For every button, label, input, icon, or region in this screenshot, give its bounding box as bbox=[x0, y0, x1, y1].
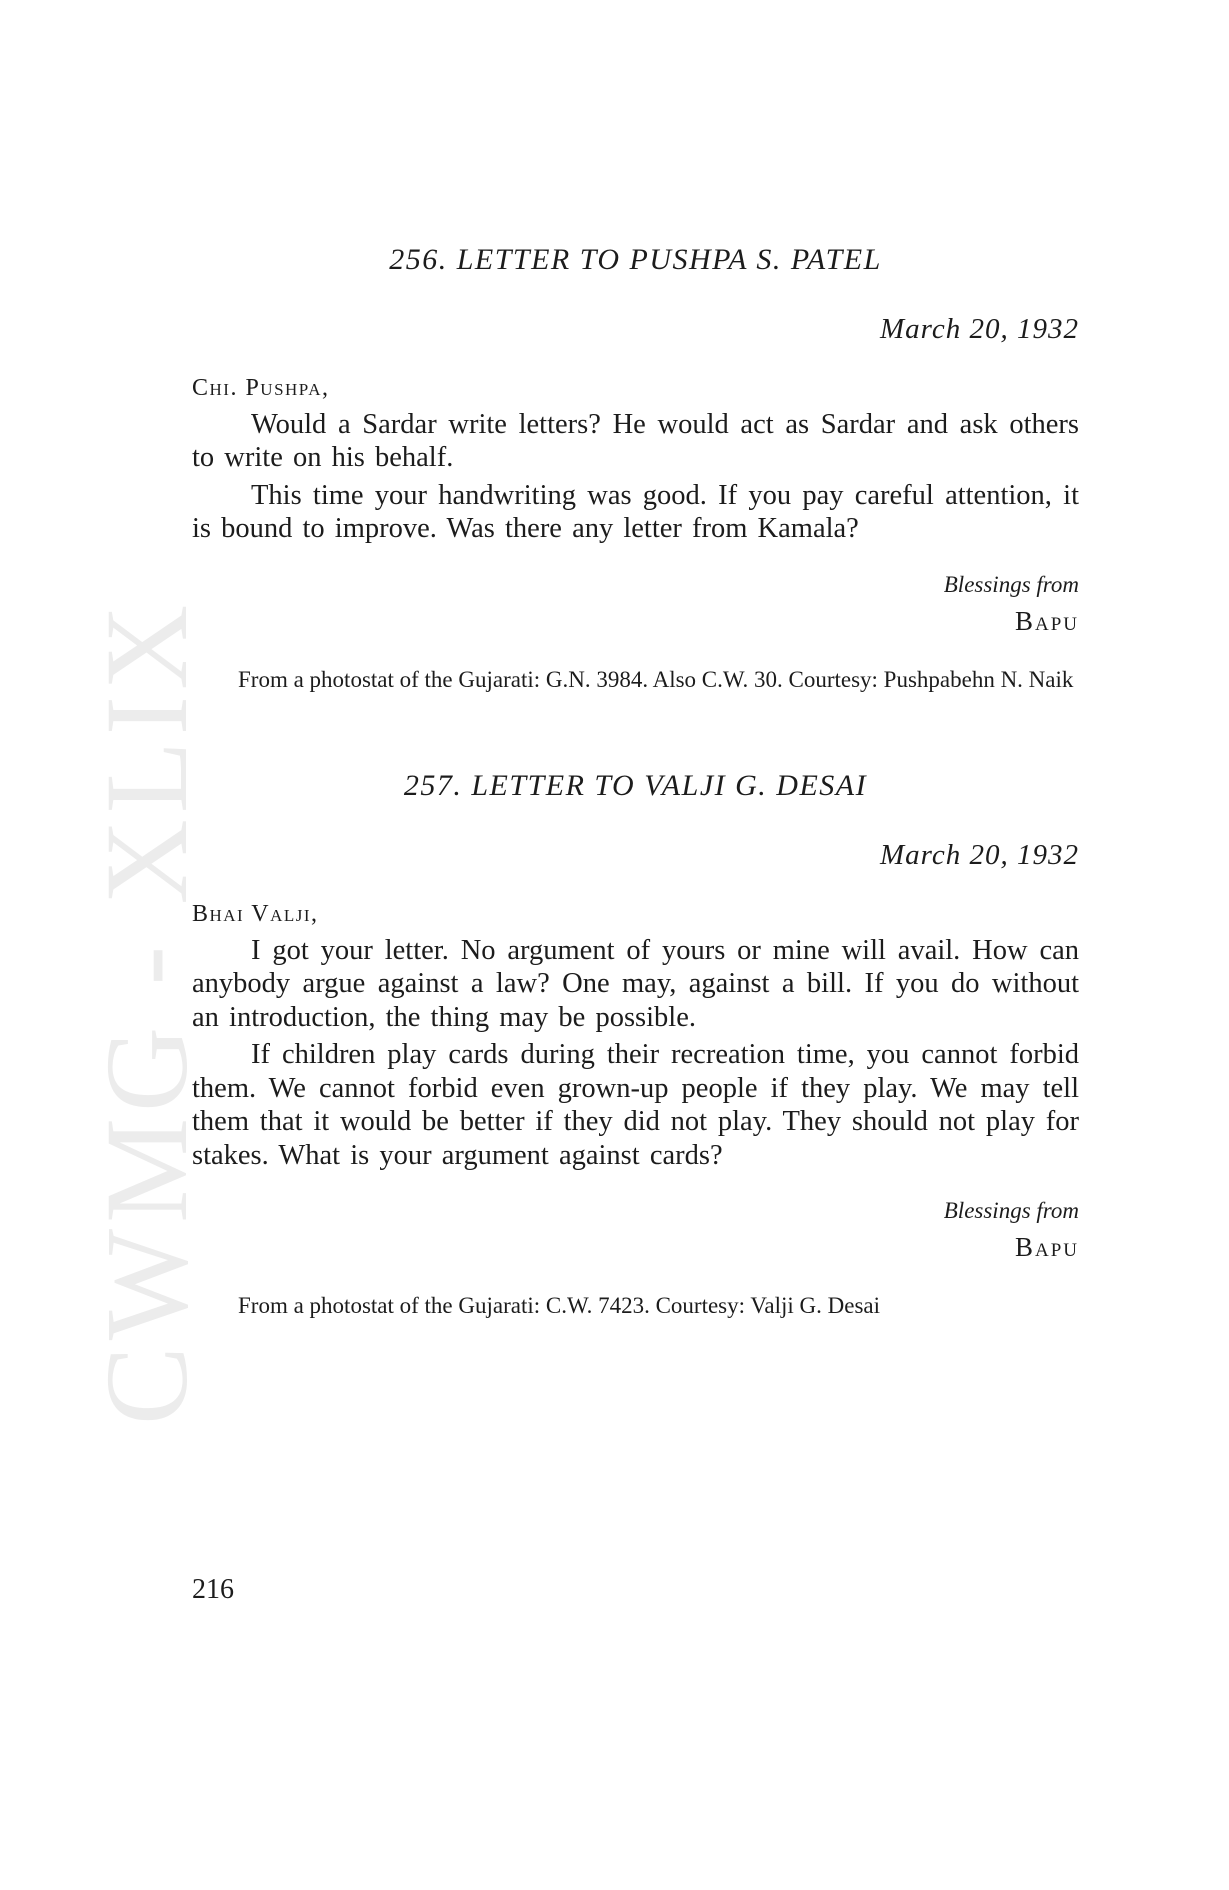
page-number: 216 bbox=[192, 1574, 234, 1605]
signature: Bapu bbox=[1014, 605, 1079, 636]
source-note: From a photostat of the Gujarati: G.N. 3984. Also C.W. 30. Courtesy: Pushpabehn N. Naik bbox=[238, 666, 1074, 692]
letter-title: 256. LETTER TO PUSHPA S. PATEL bbox=[389, 243, 882, 276]
letter-title: 257. LETTER TO VALJI G. DESAI bbox=[403, 768, 868, 802]
signature: Bapu bbox=[1014, 1232, 1079, 1263]
letter-date: March 20, 1932 bbox=[880, 313, 1079, 345]
letter-256 bbox=[192, 240, 1079, 696]
letter-paragraph: This time your handwriting was good. If you pay careful attention, it is bound to improve. Was there any letter from Kamala? bbox=[192, 479, 1079, 545]
letter-date: March 20, 1932 bbox=[880, 838, 1079, 871]
letter-paragraph: If children play cards during their recreation time, you cannot forbid them. We cannot forbid even grown-up people if they play. We may tell them that it would be better if they did not play. They should not play for stakes. What is your argument against cards? bbox=[192, 1039, 1079, 1171]
signoff: Blessings from bbox=[943, 571, 1079, 597]
watermark: CWMG - XLIX bbox=[81, 598, 212, 1425]
section-gap bbox=[192, 696, 1079, 766]
letter-paragraph: Would a Sardar write letters? He would act as Sardar and ask others to write on his behalf. bbox=[192, 408, 1079, 474]
page-content bbox=[192, 240, 1079, 1322]
letter-paragraph: I got your letter. No argument of yours or mine will avail. How can anybody argue against a law? One may, against a bill. If you do without an introduction, the thing may be possible. bbox=[192, 934, 1079, 1033]
letter-257 bbox=[192, 766, 1079, 1322]
salutation: Chi. Pushpa, bbox=[192, 374, 330, 401]
salutation: Bhai Valji, bbox=[192, 900, 319, 927]
source-note: From a photostat of the Gujarati: C.W. 7423. Courtesy: Valji G. Desai bbox=[238, 1293, 881, 1319]
signoff: Blessings from bbox=[943, 1198, 1079, 1224]
